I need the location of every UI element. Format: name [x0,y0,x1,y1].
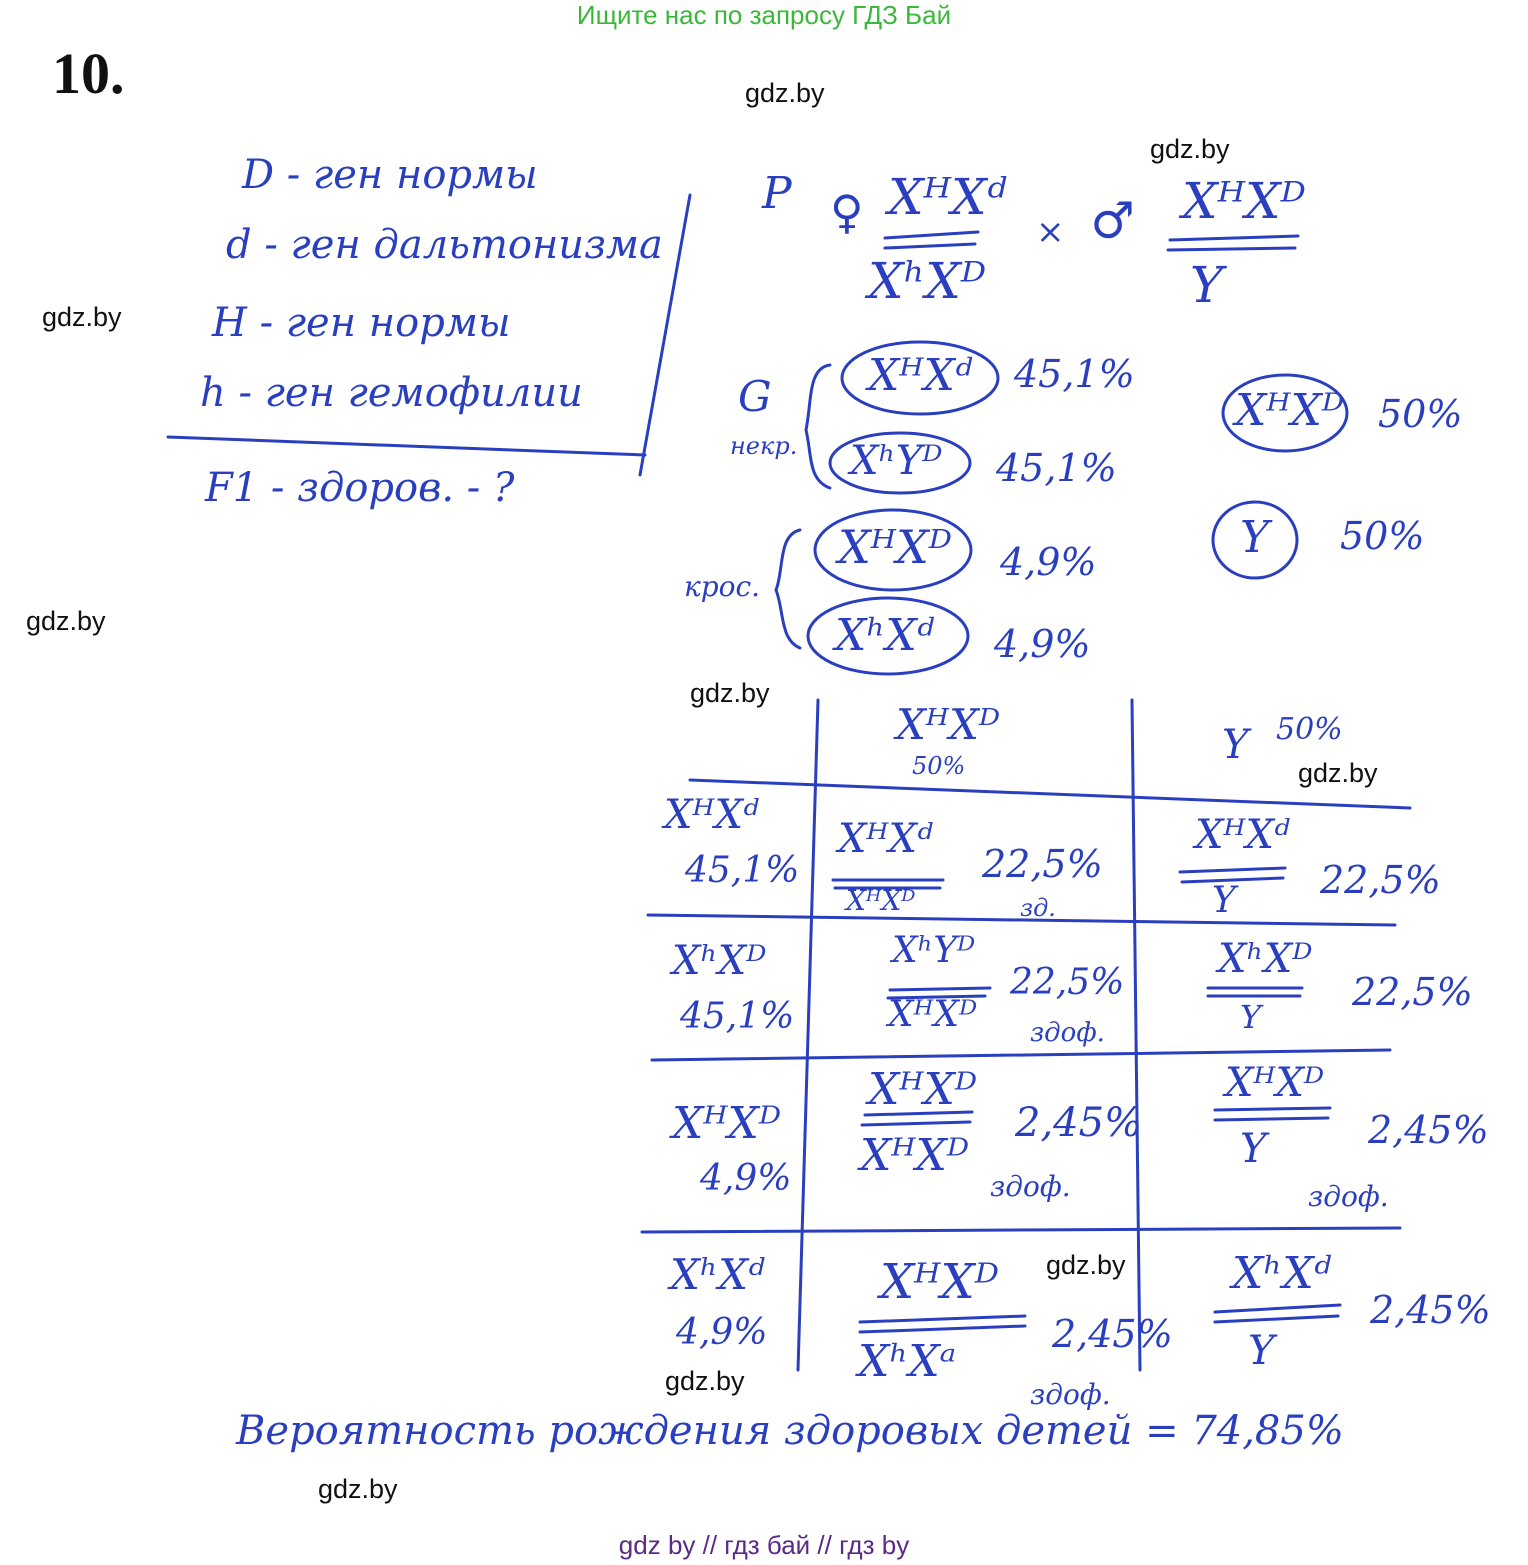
cell-percent: 2,45% [1052,1312,1173,1356]
given-line: D - ген нормы [242,152,538,198]
gametes-label: G [738,372,772,421]
cell-percent: 2,45% [1015,1100,1143,1146]
punnett-col-percent: 50% [912,752,966,780]
cell-bottom: Y [1248,1328,1275,1374]
task-number: 10. [52,41,125,106]
cell-bottom: XʰXᵃ [858,1336,957,1387]
cell-percent: 2,45% [1368,1108,1489,1152]
cell-bottom: Y [1240,1126,1267,1172]
watermark: gdz.by [665,1366,745,1396]
punnett-col-percent: 50% [1276,712,1343,747]
footer-links: gdz by // гдз бай // гдз by [618,1530,910,1560]
punnett-row-percent: 45,1% [680,996,795,1037]
cross-label: крос. [684,570,761,603]
cell-percent: 2,45% [1370,1288,1491,1332]
cell-percent: 22,5% [1010,962,1125,1003]
cell-note: зд. [1020,894,1056,922]
cell-top: XᴴXᴰ [868,1064,978,1115]
cell-bottom: Y [1212,880,1236,921]
male-symbol: ♂ [1090,192,1135,250]
cell-percent: 22,5% [982,842,1103,886]
cell-note: здоф. [1030,1378,1111,1411]
cell-top: XʰYᴰ [892,930,976,971]
gamete-percent: 45,1% [1014,352,1135,396]
cell-top: XʰXᵈ [1232,1248,1332,1299]
female-symbol: ♀ [830,185,864,239]
gamete: XᴴXᵈ [868,350,973,401]
punnett-col-header: XᴴXᴰ [896,700,1001,749]
cell-top: XᴴXᴰ [1225,1060,1325,1106]
punnett-row-header: XᴴXᵈ [664,792,759,838]
cell-bottom: Y [1240,998,1262,1036]
cell-top: XᴴXᵈ [1195,812,1290,858]
punnett-row-percent: 4,9% [676,1312,768,1353]
cross-sign: × [1036,212,1065,252]
cell-top: XᴴXᵈ [838,816,933,862]
p-label: P [762,168,792,219]
gamete-percent: 45,1% [996,446,1117,490]
gamete-percent: 50% [1378,392,1463,436]
cell-top: XᴴXᴰ [880,1254,999,1310]
watermark: gdz.by [1298,758,1378,788]
punnett-row-header: XᴴXᴰ [672,1098,782,1149]
given-line: d - ген дальтонизма [226,222,663,268]
given-line: H - ген нормы [212,300,511,346]
cell-percent: 22,5% [1320,858,1441,902]
gamete: Y [1240,512,1270,563]
watermark: gdz.by [1150,134,1230,164]
punnett-col-header: Y [1222,722,1249,768]
given-line: h - ген гемофилии [200,370,583,416]
gamete: XʰYᴰ [850,438,943,484]
watermark: gdz.by [318,1474,398,1504]
conclusion: Вероятность рождения здоровых детей = 74,85% [236,1408,1344,1454]
female-genotype-top: XᴴXᵈ [888,168,1007,226]
punnett-row-percent: 4,9% [700,1158,792,1199]
gamete-percent: 50% [1340,514,1425,558]
cell-top: XʰXᴰ [1218,936,1313,982]
watermark: gdz.by [26,606,106,636]
cell-bottom: XᴴXᴰ [888,994,978,1035]
cell-note: здоф. [990,1170,1071,1203]
given-question: F1 - здоров. - ? [205,465,515,511]
watermark: gdz.by [42,302,122,332]
cell-percent: 22,5% [1352,970,1473,1014]
female-genotype-bottom: XʰXᴰ [868,252,987,310]
gamete-percent: 4,9% [994,622,1091,666]
gamete: XᴴXᴰ [1235,385,1345,436]
gamete-percent: 4,9% [1000,540,1097,584]
cell-note: здоф. [1030,1018,1105,1048]
cell-bottom: XᴴXᴰ [860,1130,970,1181]
cell-note: здоф. [1308,1180,1389,1213]
punnett-row-header: XʰXᵈ [670,1250,765,1299]
search-banner: Ищите нас по запросу ГДЗ Бай [576,0,952,30]
male-genotype-top: XᴴXᴰ [1182,172,1306,230]
noncross-label: некр. [730,432,798,460]
punnett-row-percent: 45,1% [685,850,800,891]
cell-bottom: XᴴXᴰ [846,884,916,917]
punnett-row-header: XʰXᴰ [672,938,767,984]
gamete: XᴴXᴰ [838,520,952,574]
watermark: gdz.by [1046,1250,1126,1280]
watermark: gdz.by [745,78,825,108]
gamete: XʰXᵈ [835,610,935,661]
male-genotype-bottom: Y [1190,256,1224,314]
watermark: gdz.by [690,678,770,708]
